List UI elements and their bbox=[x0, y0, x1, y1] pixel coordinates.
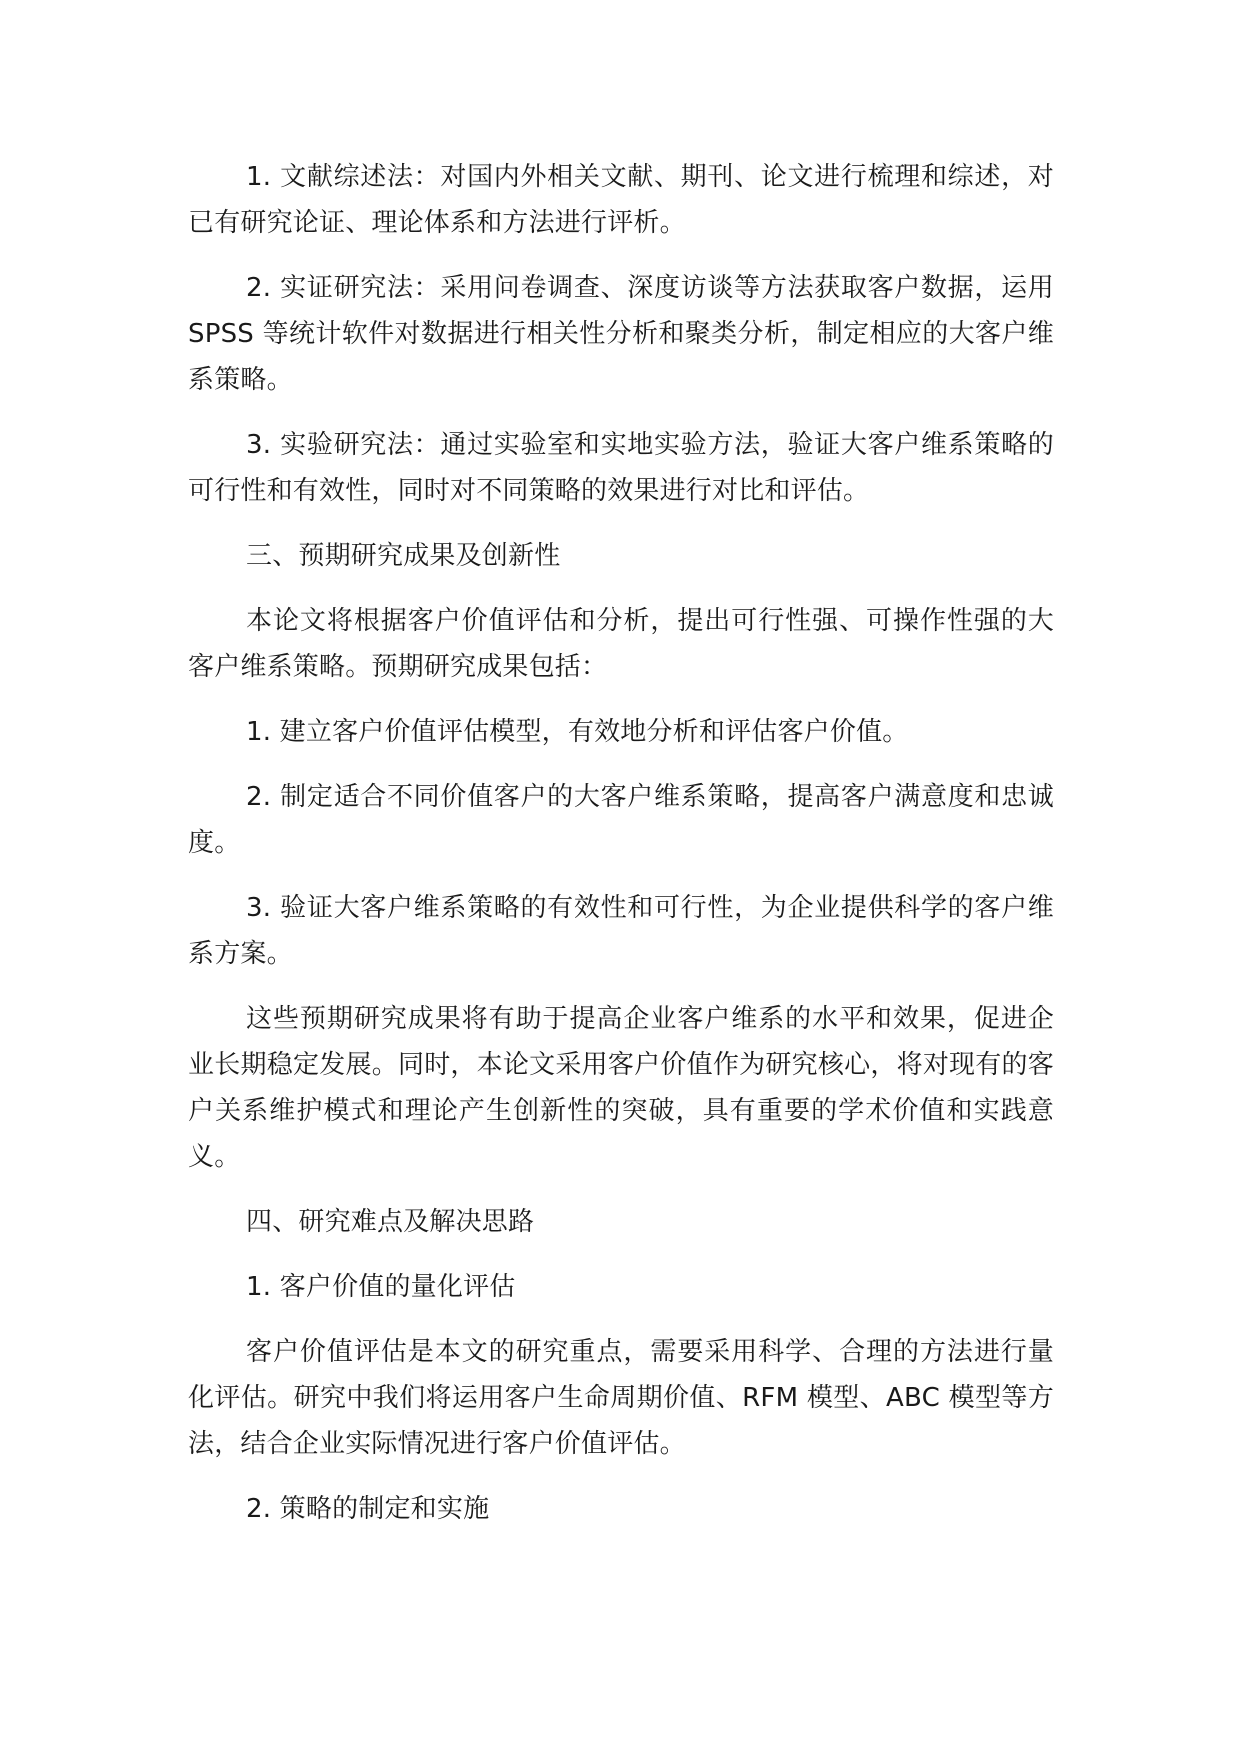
paragraph-result-1: 1. 建立客户价值评估模型，有效地分析和评估客户价值。 bbox=[246, 717, 909, 747]
subheading-value-quantification: 1. 客户价值的量化评估 bbox=[246, 1272, 516, 1302]
paragraph-method-empirical-research: 2. 实证研究法：采用问卷调查、深度访谈等方法获取客户数据，运用 SPSS 等统计软件对数据进行相关性分析和聚类分析，制定相应的大客户维系策略。 bbox=[188, 273, 1054, 395]
paragraph-method-experimental-research: 3. 实验研究法：通过实验室和实地实验方法，验证大客户维系策略的可行性和有效性，同时对不同策略的效果进行对比和评估。 bbox=[188, 430, 1054, 506]
paragraph-result-3: 3. 验证大客户维系策略的有效性和可行性，为企业提供科学的客户维系方案。 bbox=[188, 893, 1054, 969]
paragraph-innovation-summary: 这些预期研究成果将有助于提高企业客户维系的水平和效果，促进企业长期稳定发展。同时，本论文采用客户价值作为研究核心，将对现有的客户关系维护模式和理论产生创新性的突破，具有重要的学术价值和实践意义。 bbox=[188, 1004, 1054, 1172]
document-body bbox=[188, 154, 1054, 1551]
paragraph-value-quantification: 客户价值评估是本文的研究重点，需要采用科学、合理的方法进行量化评估。研究中我们将运用客户生命周期价值、RFM 模型、ABC 模型等方法，结合企业实际情况进行客户价值评估。 bbox=[188, 1337, 1054, 1459]
paragraph-expected-results-intro: 本论文将根据客户价值评估和分析，提出可行性强、可操作性强的大客户维系策略。预期研究成果包括： bbox=[188, 606, 1054, 682]
section-heading-expected-results: 三、预期研究成果及创新性 bbox=[246, 541, 561, 571]
paragraph-result-2: 2. 制定适合不同价值客户的大客户维系策略，提高客户满意度和忠诚度。 bbox=[188, 782, 1054, 858]
paragraph-method-literature-review: 1. 文献综述法：对国内外相关文献、期刊、论文进行梳理和综述，对已有研究论证、理论体系和方法进行评析。 bbox=[188, 162, 1054, 238]
subheading-strategy-implementation: 2. 策略的制定和实施 bbox=[246, 1494, 490, 1524]
section-heading-difficulties: 四、研究难点及解决思路 bbox=[246, 1207, 535, 1237]
